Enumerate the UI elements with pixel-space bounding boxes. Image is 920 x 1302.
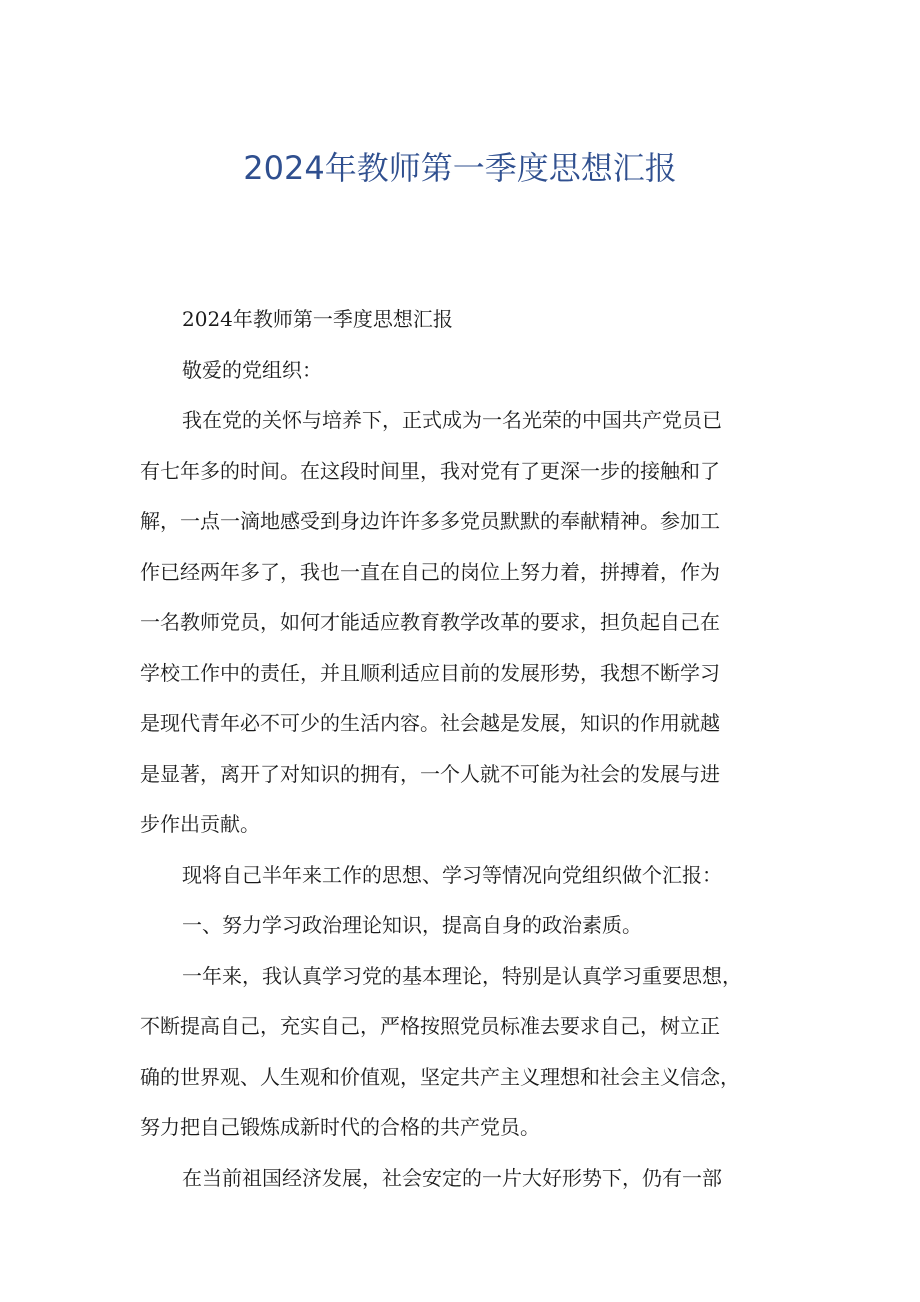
text-line: 敬爱的党组织：	[182, 357, 322, 382]
text-line: 是现代青年必不可少的生活内容。社会越是发展，知识的作用就越	[140, 711, 720, 735]
text-line: 一年来，我认真学习党的基本理论，特别是认真学习重要思想，	[182, 963, 742, 988]
paragraph-study	[140, 951, 802, 1153]
text-line: 努力把自己锻炼成新时代的合格的共产党员。	[140, 1115, 540, 1139]
paragraph-salutation	[140, 345, 802, 396]
text-line: 一、努力学习政治理论知识，提高自身的政治素质。	[182, 913, 642, 937]
text-line: 确的世界观、人生观和价值观，坚定共产主义理想和社会主义信念，	[140, 1064, 740, 1089]
paragraph-intro	[140, 395, 802, 850]
text-line: 现将自己半年来工作的思想、学习等情况向党组织做个汇报：	[182, 862, 722, 887]
text-line: 作已经两年多了，我也一直在自己的岗位上努力着，拼搏着，作为	[140, 559, 720, 584]
text-line: 解，一点一滴地感受到身边许许多多党员默默的奉献精神。参加工	[140, 509, 720, 533]
text-line: 是显著，离开了对知识的拥有，一个人就不可能为社会的发展与进	[140, 761, 720, 786]
text-line: 我在党的关怀与培养下，正式成为一名光荣的中国共产党员已	[182, 408, 722, 432]
text-line: 一名教师党员，如何才能适应教育教学改革的要求，担负起自己在	[140, 610, 720, 634]
document-title: 2024年教师第一季度思想汇报	[243, 149, 677, 187]
text-line: 在当前祖国经济发展，社会安定的一片大好形势下，仍有一部	[182, 1165, 722, 1190]
paragraph-situation	[140, 1153, 802, 1204]
text-line: 有七年多的时间。在这段时间里，我对党有了更深一步的接触和了	[140, 458, 720, 483]
paragraph-report-lead	[140, 850, 802, 901]
document-body	[140, 294, 802, 1203]
text-line: 不断提高自己，充实自己，严格按照党员标准去要求自己，树立正	[140, 1014, 720, 1038]
text-line: 2024年教师第一季度思想汇报	[182, 307, 453, 331]
section-heading	[140, 900, 802, 951]
text-line: 学校工作中的责任，并且顺利适应目前的发展形势，我想不断学习	[140, 660, 720, 685]
paragraph-subtitle	[140, 294, 802, 345]
text-line: 步作出贡献。	[140, 812, 260, 836]
